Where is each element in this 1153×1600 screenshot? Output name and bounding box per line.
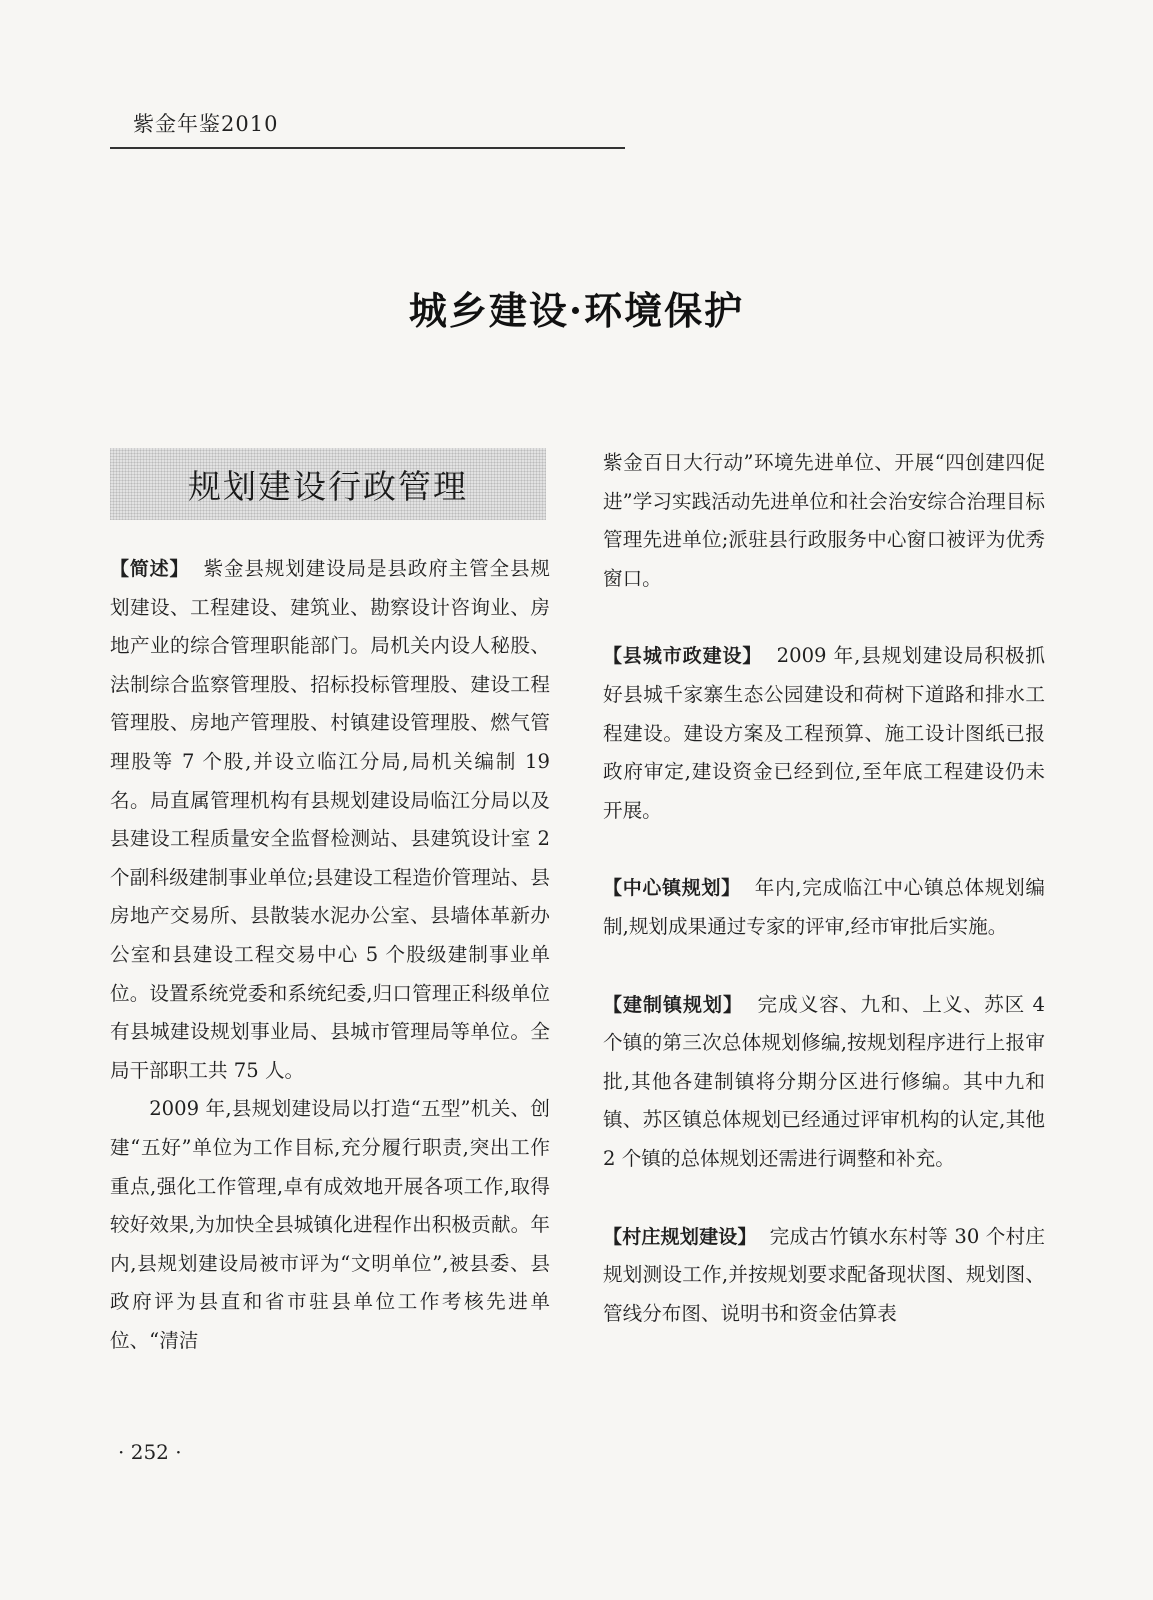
paragraph-village-planning xyxy=(603,1218,1045,1334)
paragraph-body-overview: 紫金县规划建设局是县政府主管全县规划建设、工程建设、建筑业、勘察设计咨询业、房地产业的综合管理职能部门。局机关内设人秘股、法制综合监察管理股、招标投标管理股、建设工程管理股、房地产管理股、村镇建设管理股、燃气管理股等 7 个股,并设立临江分局,局机关编制 19 名。局直属管理机构有县规划建设局临江分局以及县建设工程质量安全监督检测站、县建筑设计室 2 个副科级建制事业单位;县建设工程造价管理站、县房地产交易所、县散装水泥办公室、县墙体革新办公室和县建设工程交易中心 5 个股级建制事业单位。设置系统党委和系统纪委,归口管理正科级单位有县城建设规划事业局、县城市管理局等单位。全局干部职工共 75 人。 xyxy=(110,557,550,1082)
left-column xyxy=(110,550,550,1360)
running-head: 紫金年鉴2010 xyxy=(133,112,279,136)
paragraph-central-town xyxy=(603,869,1045,946)
page-number: · 252 · xyxy=(118,1440,182,1464)
paragraph-heading-central-town: 【中心镇规划】 xyxy=(603,877,741,900)
paragraph-overview xyxy=(110,550,550,1090)
right-column xyxy=(603,444,1045,1333)
paragraph-town-planning xyxy=(603,986,1045,1179)
paragraph-heading-county-municipal: 【县城市政建设】 xyxy=(603,645,763,668)
paragraph-body-county-municipal: 2009 年,县规划建设局积极抓好县城千家寨生态公园建设和荷树下道路和排水工程建设。建设方案及工程预算、施工设计图纸已报政府审定,建设资金已经到位,至年底工程建设仍未开展。 xyxy=(603,644,1045,822)
header-rule xyxy=(110,147,625,149)
paragraph-continued: 紫金百日大行动”环境先进单位、开展“四创建四促进”学习实践活动先进单位和社会治安综合治理目标管理先进单位;派驻县行政服务中心窗口被评为优秀窗口。 xyxy=(603,451,1045,590)
section-banner xyxy=(110,448,546,520)
paragraph-county-municipal xyxy=(603,637,1045,830)
paragraph-body-central-town: 年内,完成临江中心镇总体规划编制,规划成果通过专家的评审,经市审批后实施。 xyxy=(603,876,1045,938)
paragraph-body-village-planning: 完成古竹镇水东村等 30 个村庄规划测设工作,并按规划要求配备现状图、规划图、管线分布图、说明书和资金估算表 xyxy=(603,1224,1045,1325)
paragraph-body-town-planning: 完成义容、九和、上义、苏区 4 个镇的第三次总体规划修编,按规划程序进行上报审批,其他各建制镇将分期分区进行修编。其中九和镇、苏区镇总体规划已经通过评审机构的认定,其他 2 个镇的总体规划还需进行调整和补充。 xyxy=(603,992,1045,1170)
chapter-title: 城乡建设·环境保护 xyxy=(408,288,745,333)
paragraph-heading-village-planning: 【村庄规划建设】 xyxy=(603,1225,757,1248)
section-title: 规划建设行政管理 xyxy=(188,466,468,506)
paragraph-2009-work: 2009 年,县规划建设局以打造“五型”机关、创建“五好”单位为工作目标,充分履行职责,突出工作重点,强化工作管理,卓有成效地开展各项工作,取得较好效果,为加快全县城镇化进程作出积极贡献。年内,县规划建设局被市评为“文明单位”,被县委、县政府评为县直和省市驻县单位工作考核先进单位、“清洁 xyxy=(110,1097,550,1352)
paragraph-heading-town-planning: 【建制镇规划】 xyxy=(603,993,744,1016)
paragraph-heading-overview: 【简述】 xyxy=(110,558,190,580)
